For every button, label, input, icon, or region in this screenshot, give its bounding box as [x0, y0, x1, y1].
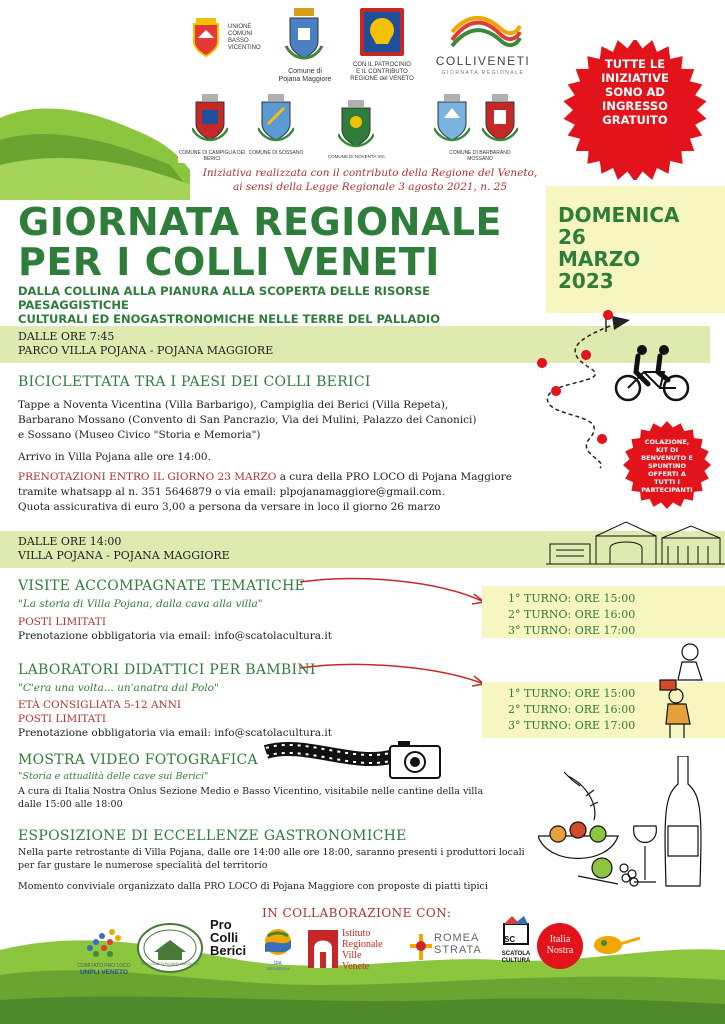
logo-band	[178, 0, 545, 163]
labs-limited: POSTI LIMITATI	[18, 713, 106, 725]
campiglia-text: COMUNE DI CAMPIGLIA DEI BERICI	[178, 150, 246, 162]
bike-booking-contact: tramite whatsapp al n. 351 5646879 o via email: plpojanamaggiore@gmail.com.	[18, 486, 445, 498]
unione-text-1: UNIONE	[228, 24, 252, 30]
bike-arrival: Arrivo in Villa Pojana alle ore 14:00.	[18, 451, 211, 463]
labs-subtitle: "C'era una volta... un'anatra dal Polo"	[18, 682, 219, 694]
unpli-dots-icon	[84, 924, 124, 958]
irvv-text-4: Venete	[342, 961, 370, 972]
notice-line-1: Iniziativa realizzata con il contributo della Regione del Veneto,	[202, 167, 538, 179]
food-desc-1: Nella parte retrostante di Villa Pojana, dalle ore 14:00 alle ore 18:00, saranno presenti i produttori locali	[18, 847, 525, 858]
breakfast-line-6: TUTTI I	[654, 478, 680, 486]
bike-title: BICICLETTATA TRA I PAESI DEI COLLI BERICI	[18, 374, 371, 390]
film-camera-icon	[264, 738, 444, 782]
free-line-2: INIZIATIVE	[601, 71, 669, 85]
bike-booking-by: a cura della PRO LOCO di Pojana Maggiore	[276, 471, 512, 483]
barbarano-crest-icon	[434, 94, 470, 146]
unpli-text-1: COMITATO PRO LOCO	[77, 963, 131, 969]
labs-turn-2: 2° TURNO: ORE 16:00	[508, 703, 636, 716]
irvv-text-3: Ville	[342, 950, 362, 961]
exhibit-desc-1: A cura di Italia Nostra Onlus Sezione Medio e Basso Vicentino, visitabile nelle cantine della villa	[18, 786, 484, 797]
unpli-text-2: UNPLI VENETO	[80, 969, 128, 976]
italia-nostra-text-1: Italia	[549, 934, 571, 945]
villa-pojana-drawing	[546, 518, 725, 566]
notice-line-2: ai sensi della Legge Regionale 3 agosto 2021, n. 25	[232, 181, 508, 193]
bike-desc-3: e Sossano (Museo Civico "Storia e Memoria")	[18, 429, 261, 441]
patrocinio-text-3: REGIONE del VENETO	[350, 76, 414, 82]
pojana-text-1: Comune di	[288, 68, 322, 75]
noventa-crest-icon	[338, 100, 374, 152]
ipa-globe-icon	[260, 928, 296, 956]
food-moment: Momento conviviale organizzato dalla PRO LOCO di Pojana Maggiore con proposte di piatti tipici	[18, 881, 488, 892]
proloco-pojana-text: PRO LOCO DI POJANA MAGGIORE	[141, 962, 199, 966]
bike-booking-deadline: PRENOTAZIONI ENTRO IL GIORNO 23 MARZO	[18, 471, 277, 483]
morning-time: DALLE ORE 7:45	[18, 330, 115, 343]
regional-contribution-notice	[195, 166, 545, 194]
irvv-text	[342, 928, 383, 972]
unione-text-2: COMUNI	[228, 31, 253, 37]
free-line-5: GRATUITO	[602, 113, 668, 127]
free-line-4: INGRESSO	[602, 99, 668, 113]
procolli-text-3: Berici	[210, 943, 247, 958]
visits-limited: POSTI LIMITATI	[18, 616, 106, 628]
visits-subtitle: "La storia di Villa Pojana, dalla cava alla villa"	[18, 598, 263, 610]
noventa-text: COMUNE DI NOVENTA VIC.	[327, 154, 387, 159]
italia-nostra-text-2: Nostra	[546, 945, 574, 956]
pojana-text-2: Pojana Maggiore	[278, 76, 332, 83]
date-day: 26	[558, 225, 586, 249]
visits-turn-2: 2° TURNO: ORE 16:00	[508, 608, 636, 621]
patrocinio-text-2: E IL CONTRIBUTO	[356, 69, 408, 75]
labs-booking: Prenotazione obbligatoria via email: info@scatolacultura.it	[18, 727, 332, 739]
scatola-text-2: CULTURA	[501, 958, 531, 964]
event-date	[558, 204, 680, 292]
date-year: 2023	[558, 269, 614, 293]
romea-text-2: STRATA	[434, 944, 482, 956]
romea-text-1: ROMEA	[434, 932, 480, 944]
labs-age: ETÀ CONSIGLIATA 5-12 ANNI	[18, 699, 182, 711]
visits-turns	[482, 586, 725, 638]
food-wine-drawing	[538, 756, 718, 896]
exhibit-description	[18, 785, 483, 811]
romea-strata-logo	[410, 930, 492, 964]
date-weekday: DOMENICA	[558, 203, 680, 227]
exhibit-title: MOSTRA VIDEO FOTOGRAFICA	[18, 752, 258, 768]
free-line-3: SONO AD	[605, 85, 665, 99]
patrocinio-text-1: CON IL PATROCINIO	[353, 62, 411, 68]
afternoon-bar-text	[18, 535, 230, 563]
breakfast-line-4: SPUNTINO	[648, 462, 686, 470]
ipa-text-1: IPA	[274, 961, 282, 967]
breakfast-line-3: BENVENUTO E	[641, 454, 693, 462]
free-line-1: TUTTE LE	[604, 57, 666, 71]
scatola-text-1: SCATOLA	[501, 951, 531, 957]
unpli-veneto-logo	[74, 924, 134, 976]
scatola-sc: SC	[504, 935, 516, 944]
proloco-pojana-logo	[136, 922, 204, 974]
breakfast-line-1: COLAZIONE,	[644, 438, 690, 446]
food-title: ESPOSIZIONE DI ECCELLENZE GASTRONOMICHE	[18, 828, 407, 844]
subtitle-line-1: DALLA COLLINA ALLA PIANURA ALLA SCOPERTA DELLE RISORSE PAESAGGISTICHE	[18, 284, 431, 312]
tandem-bike-icon	[614, 344, 690, 404]
sossano-crest-icon	[258, 94, 294, 146]
date-month: MARZO	[558, 247, 641, 271]
irvv-text-1: Istituto	[342, 928, 371, 939]
subtitle-line-2: CULTURALI ED ENOGASTRONOMICHE NELLE TERRE DEL PALLADIO	[18, 312, 440, 326]
visits-turn-1: 1° TURNO: ORE 15:00	[508, 592, 636, 605]
breakfast-line-7: PARTECIPANTI	[641, 486, 693, 494]
afternoon-time: DALLE ORE 14:00	[18, 535, 122, 548]
free-entry-text	[585, 57, 685, 127]
visits-title: VISITE ACCOMPAGNATE TEMATICHE	[18, 578, 306, 594]
afternoon-place: VILLA POJANA - POJANA MAGGIORE	[18, 549, 230, 562]
title-line-1: GIORNATA REGIONALE	[18, 200, 502, 244]
procolli-text-2: Colli	[210, 930, 239, 945]
morning-place: PARCO VILLA POJANA - POJANA MAGGIORE	[18, 344, 274, 357]
labs-arrow	[298, 662, 492, 692]
exhibit-subtitle: "Storia e attualità delle cave sui Berici"	[18, 771, 209, 782]
campiglia-crest-icon	[192, 94, 228, 146]
unione-comuni-crest-icon	[190, 16, 222, 58]
irvv-text-2: Regionale	[342, 939, 383, 950]
colli-logo-text: COLLIVENETI	[435, 54, 531, 68]
irvv-arch-icon	[308, 930, 338, 968]
ipa-area-berica-logo	[258, 928, 298, 971]
regione-veneto-lion-icon	[358, 6, 406, 58]
bike-booking	[18, 470, 518, 515]
colli-veneti-waves-icon	[450, 10, 522, 50]
exhibit-desc-2: dalle 15:00 alle 18:00	[18, 799, 123, 810]
ipa-text-2: AREA BERICA	[266, 967, 290, 971]
title-line-2: PER I COLLI VENETI	[18, 240, 440, 284]
scatola-cultura-logo	[496, 916, 536, 965]
procolli-text-1: Pro	[210, 917, 232, 932]
labs-turn-3: 3° TURNO: ORE 17:00	[508, 719, 636, 732]
breakfast-line-2: KIT DI	[656, 446, 678, 454]
pro-colli-berici-logo	[210, 918, 252, 957]
barbarano-text: COMUNE DI BARBARANO MOSSANO	[449, 150, 511, 162]
visits-arrow	[298, 576, 492, 612]
bike-insurance: Quota assicurativa di euro 3,00 a persona da versare in loco il giorno 26 marzo	[18, 501, 441, 513]
bike-desc-2: Barbarano Mossano (Convento di San Pancrazio, Via dei Mulini, Palazzo dei Canonici)	[18, 414, 477, 426]
pojana-crest-icon	[284, 6, 324, 68]
breakfast-line-5: OFFERTI A	[648, 470, 686, 478]
italia-nostra-text	[536, 934, 584, 956]
visits-turn-3: 3° TURNO: ORE 17:00	[508, 624, 636, 637]
istituto-ville-venete-logo	[308, 926, 408, 974]
labs-turn-1: 1° TURNO: ORE 15:00	[508, 687, 636, 700]
bike-desc-1: Tappe a Noventa Vicentina (Villa Barbarigo), Campiglia dei Berici (Villa Repeta),	[18, 399, 449, 411]
gastronomic-spoon-logo-icon	[592, 932, 642, 958]
collaboration-title: IN COLLABORAZIONE CON:	[262, 906, 452, 920]
morning-bar-text	[18, 330, 273, 358]
unione-text-4: VICENTINO	[228, 45, 261, 51]
visits-booking: Prenotazione obbligatoria via email: info@scatolacultura.it	[18, 630, 332, 642]
food-description	[18, 846, 525, 872]
proloco-pojana-badge-icon	[136, 922, 204, 974]
unione-text-3: BASSO	[228, 38, 249, 44]
bike-description	[18, 398, 488, 443]
page-title	[18, 202, 502, 282]
colli-logo-sub: GIORNATA REGIONALE	[441, 70, 525, 76]
labs-title: LABORATORI DIDATTICI PER BAMBINI	[18, 662, 316, 678]
breakfast-badge-text	[630, 438, 704, 494]
mossano-crest-icon	[482, 94, 518, 146]
italia-nostra-logo	[536, 922, 584, 970]
romea-cross-icon	[410, 934, 432, 960]
sossano-text: COMUNE DI SOSSANO	[248, 150, 304, 156]
children-reading-drawing	[656, 640, 712, 744]
food-desc-2: per far gustare le numerose specialità del territorio	[18, 860, 268, 871]
page-subtitle	[18, 284, 538, 326]
romea-text	[434, 932, 482, 956]
